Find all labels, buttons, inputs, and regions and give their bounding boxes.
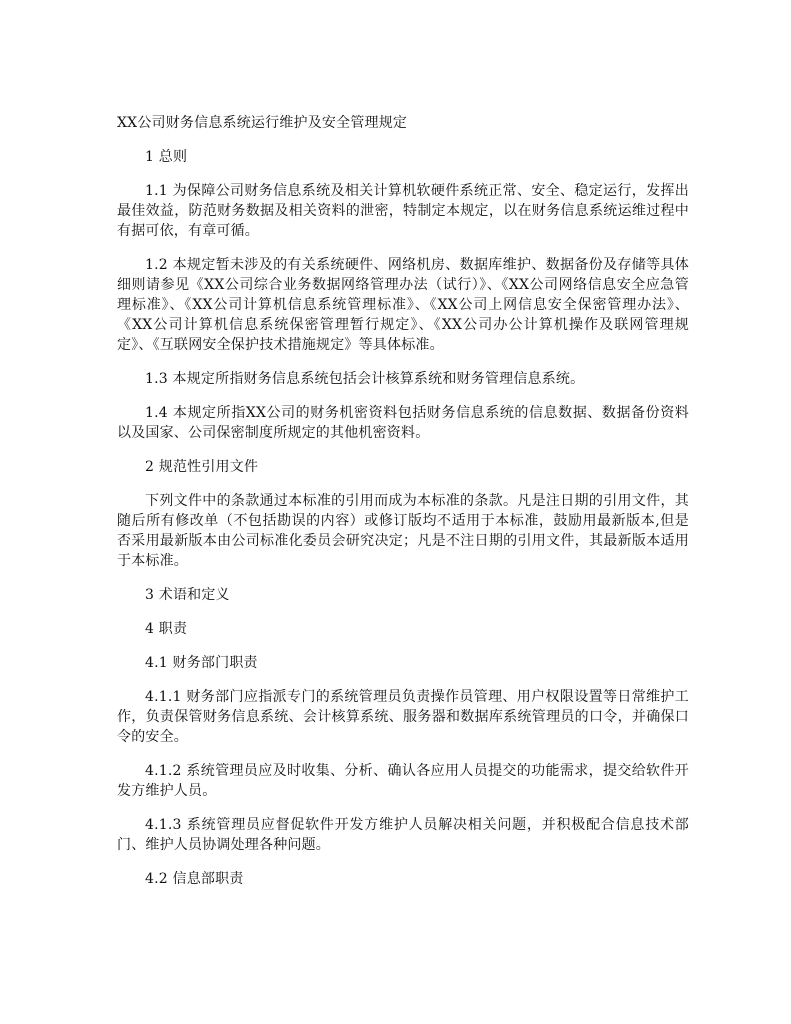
paragraph-1-1: 1.1 为保障公司财务信息系统及相关计算机软硬件系统正常、安全、稳定运行，发挥出最佳效益，防范财务数据及相关资料的泄密，特制定本规定，以在财务信息系统运维过程中有据可依，有章可循。	[117, 183, 689, 239]
paragraph-4-1-3: 4.1.3 系统管理员应督促软件开发方维护人员解决相关问题，并积极配合信息技术部门、维护人员协调处理各种问题。	[117, 817, 689, 853]
paragraph-1-2: 1.2 本规定暂未涉及的有关系统硬件、网络机房、数据库维护、数据备份及存储等具体细则请参见《XX公司综合业务数据网络管理办法（试行）》、《XX公司网络信息安全应急管理标准》、《XX公司计算机信息系统管理标准》、《XX公司上网信息安全保密管理办法》、《XX公司计算机信息系统保密管理暂行规定》、《XX公司办公计算机操作及联网管理规定》、《互联网安全保护技术措施规定》等具体标准。	[117, 257, 689, 353]
paragraph-4-1-2: 4.1.2 系统管理员应及时收集、分析、确认各应用人员提交的功能需求，提交给软件开发方维护人员。	[117, 763, 689, 799]
section-heading-general: 1 总则	[145, 149, 188, 165]
subsection-heading-it-duties: 4.2 信息部职责	[145, 871, 244, 887]
document-body	[117, 113, 689, 903]
paragraph-1-4: 1.4 本规定所指XX公司的财务机密资料包括财务信息系统的信息数据、数据备份资料以及国家、公司保密制度所规定的其他机密资料。	[117, 405, 689, 441]
section-heading-duties: 4 职责	[145, 621, 188, 637]
document-title: XX公司财务信息系统运行维护及安全管理规定	[117, 115, 408, 131]
paragraph-1-3: 1.3 本规定所指财务信息系统包括会计核算系统和财务管理信息系统。	[145, 371, 585, 387]
subsection-heading-finance-duties: 4.1 财务部门职责	[145, 655, 258, 671]
section-heading-references: 2 规范性引用文件	[145, 459, 259, 475]
paragraph-4-1-1: 4.1.1 财务部门应指派专门的系统管理员负责操作员管理、用户权限设置等日常维护工作，负责保管财务信息系统、会计核算系统、服务器和数据库系统管理员的口令，并确保口令的安全。	[117, 689, 689, 745]
section-heading-terms: 3 术语和定义	[145, 587, 230, 603]
paragraph-references: 下列文件中的条款通过本标准的引用而成为本标准的条款。凡是注日期的引用文件，其随后所有修改单（不包括勘误的内容）或修订版均不适用于本标准，鼓励用最新版本,但是否采用最新版本由公司标准化委员会研究决定；凡是不注日期的引用文件，其最新版本适用于本标准。	[117, 493, 689, 569]
